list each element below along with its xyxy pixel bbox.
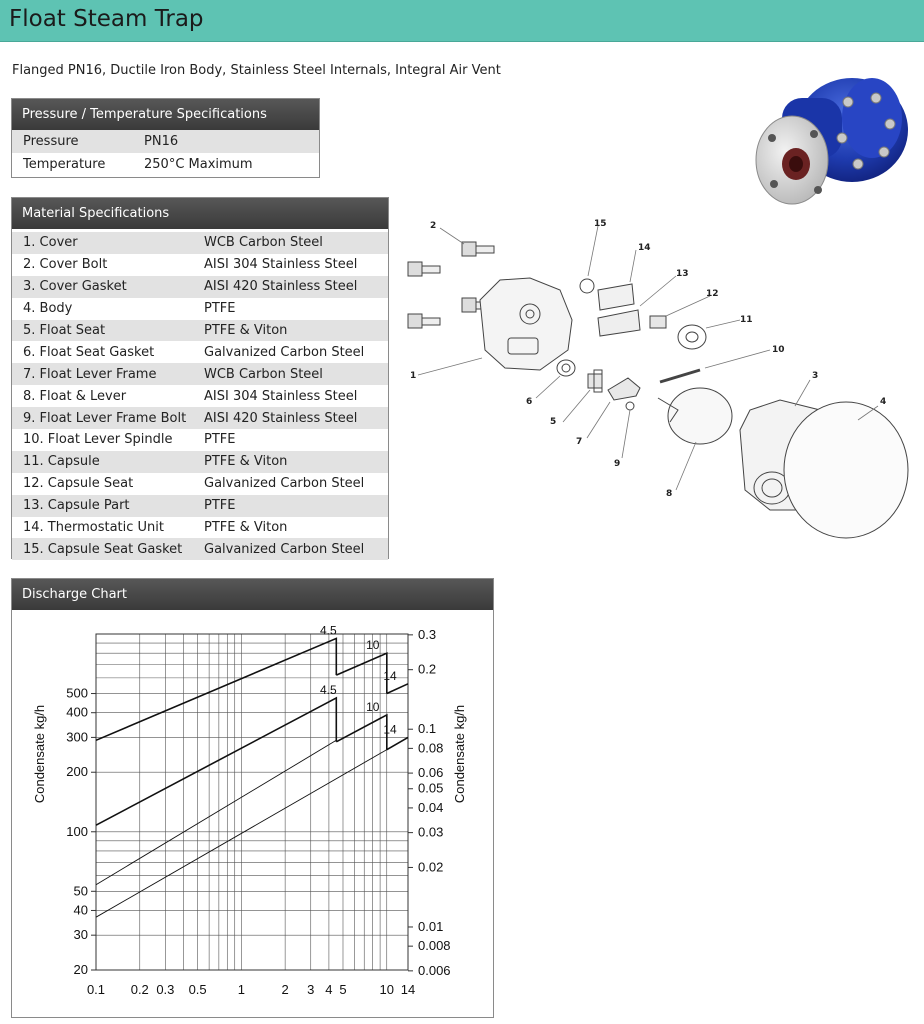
y2-tick-label: 0.01 <box>418 918 444 934</box>
part-material: PTFE <box>204 432 236 448</box>
material-row <box>12 363 388 385</box>
discharge-chart-panel <box>11 578 494 1018</box>
y2-tick-label: 0.04 <box>418 799 444 815</box>
material-rows <box>12 229 388 560</box>
part-name: 12. Capsule Seat <box>23 476 134 492</box>
part-material: AISI 304 Stainless Steel <box>204 257 358 273</box>
part-name: 15. Capsule Seat Gasket <box>23 541 183 557</box>
series-line <box>96 737 408 917</box>
material-row <box>12 341 388 363</box>
part-material: WCB Carbon Steel <box>204 366 323 382</box>
callout-10: 10 <box>772 345 785 355</box>
spec-value: 250°C Maximum <box>144 157 253 172</box>
callout-3: 3 <box>812 371 819 381</box>
series-label: 4.5 <box>319 623 337 638</box>
discharge-chart <box>12 610 493 1017</box>
y-tick-label: 300 <box>66 729 88 745</box>
part-material: AISI 420 Stainless Steel <box>204 279 358 295</box>
callout-15: 15 <box>594 219 607 229</box>
x-tick-label: 0.1 <box>86 982 106 997</box>
callout-6: 6 <box>526 397 533 407</box>
part-name: 2. Cover Bolt <box>23 257 108 273</box>
x-tick-label: 14 <box>400 982 416 997</box>
material-row <box>12 320 388 342</box>
part-name: 1. Cover <box>23 235 78 251</box>
y2-axis-label: Condensate kg/h <box>452 704 467 804</box>
part-name: 13. Capsule Part <box>23 498 130 514</box>
y2-tick-label: 0.2 <box>418 661 437 677</box>
x-tick-label: 0.3 <box>156 982 175 997</box>
y2-tick-label: 0.03 <box>418 824 444 840</box>
part-name: 10. Float Lever Spindle <box>23 432 173 448</box>
x-tick-label: 3 <box>307 982 315 997</box>
series-label: 14 <box>383 722 397 737</box>
part-name: 6. Float Seat Gasket <box>23 344 155 360</box>
part-material: AISI 420 Stainless Steel <box>204 410 358 426</box>
callout-13: 13 <box>676 269 689 279</box>
x-tick-label: 4 <box>325 982 333 997</box>
callout-8: 8 <box>666 489 673 499</box>
series-label: 10 <box>366 699 380 714</box>
part-material: PTFE & Viton <box>204 520 288 536</box>
part-material: PTFE & Viton <box>204 323 288 338</box>
callout-2: 2 <box>430 221 437 231</box>
series-label: 14 <box>383 668 397 683</box>
material-row <box>12 429 388 451</box>
part-name: 4. Body <box>23 301 73 317</box>
part-name: 9. Float Lever Frame Bolt <box>23 410 187 426</box>
y-axis-label: Condensate kg/h <box>32 704 47 804</box>
part-material: PTFE & Viton <box>204 454 288 470</box>
cover-part <box>480 278 572 370</box>
x-tick-label: 10 <box>379 982 394 997</box>
title-bar <box>0 0 924 42</box>
spec-row-temperature <box>12 153 319 176</box>
material-specifications-panel <box>11 197 389 559</box>
part-name: 14. Thermostatic Unit <box>23 520 165 536</box>
material-specifications-heading: Material Specifications <box>12 198 388 229</box>
material-row <box>12 385 388 407</box>
x-tick-label: 1 <box>237 982 245 997</box>
y-tick-label: 40 <box>73 902 88 918</box>
spec-value: PN16 <box>144 134 179 149</box>
series-line <box>387 684 408 694</box>
part-material: Galvanized Carbon Steel <box>204 476 365 492</box>
callout-9: 9 <box>614 459 621 469</box>
part-material: AISI 304 Stainless Steel <box>204 388 358 404</box>
page-title: Float Steam Trap <box>9 6 204 32</box>
series-label: 10 <box>366 638 380 653</box>
material-row <box>12 232 388 254</box>
y2-tick-label: 0.3 <box>418 626 437 642</box>
spec-row-pressure <box>12 130 319 153</box>
series-line <box>336 715 387 750</box>
part-material: PTFE <box>204 301 236 317</box>
y2-tick-label: 0.006 <box>418 962 451 978</box>
callout-12: 12 <box>706 289 719 299</box>
discharge-chart-heading: Discharge Chart <box>12 579 493 610</box>
x-tick-label: 0.5 <box>188 982 207 997</box>
pressure-temperature-panel <box>11 98 320 178</box>
material-row <box>12 473 388 495</box>
callout-4: 4 <box>880 397 887 407</box>
callout-1: 1 <box>410 371 417 381</box>
part-name: 3. Cover Gasket <box>23 279 127 295</box>
product-photo <box>752 68 912 208</box>
y2-tick-label: 0.06 <box>418 765 444 781</box>
pressure-temperature-rows <box>12 130 319 176</box>
part-material: WCB Carbon Steel <box>204 235 323 251</box>
y2-tick-label: 0.05 <box>418 780 444 796</box>
material-row <box>12 276 388 298</box>
spec-label: Pressure <box>23 134 79 149</box>
plot-frame <box>96 634 408 970</box>
material-row <box>12 407 388 429</box>
series-line <box>336 653 387 693</box>
exploded-view-diagram <box>400 210 915 545</box>
part-name: 11. Capsule <box>23 454 100 470</box>
product-subtitle: Flanged PN16, Ductile Iron Body, Stainless Steel Internals, Integral Air Vent <box>12 63 501 78</box>
body-part <box>740 400 908 538</box>
y-tick-label: 500 <box>66 685 88 701</box>
part-name: 5. Float Seat <box>23 323 106 338</box>
part-material: PTFE <box>204 498 236 514</box>
callout-11: 11 <box>740 315 753 325</box>
part-name: 7. Float Lever Frame <box>23 366 157 382</box>
material-row <box>12 517 388 539</box>
series-label: 4.5 <box>319 682 337 697</box>
part-name: 8. Float & Lever <box>23 388 127 404</box>
y-tick-label: 30 <box>73 927 88 943</box>
material-row <box>12 254 388 276</box>
material-row <box>12 298 388 320</box>
series-line <box>96 638 336 740</box>
callout-7: 7 <box>576 437 583 447</box>
callout-5: 5 <box>550 417 557 427</box>
y-tick-label: 200 <box>66 764 88 780</box>
part-material: Galvanized Carbon Steel <box>204 344 365 360</box>
y2-tick-label: 0.08 <box>418 740 444 756</box>
y-tick-label: 400 <box>66 704 88 720</box>
material-row <box>12 538 388 560</box>
y2-tick-label: 0.008 <box>418 938 451 954</box>
x-tick-label: 2 <box>281 982 289 997</box>
x-tick-label: 0.2 <box>130 982 149 997</box>
y-tick-label: 50 <box>73 883 88 899</box>
spec-label: Temperature <box>23 157 106 172</box>
part-material: Galvanized Carbon Steel <box>204 541 365 557</box>
y-tick-label: 20 <box>73 962 88 977</box>
callout-14: 14 <box>638 243 651 253</box>
material-row <box>12 451 388 473</box>
y-tick-label: 100 <box>66 823 88 839</box>
material-row <box>12 495 388 517</box>
y2-tick-label: 0.1 <box>418 721 437 737</box>
y2-tick-label: 0.02 <box>418 859 444 875</box>
x-tick-label: 5 <box>339 982 347 997</box>
pressure-temperature-heading: Pressure / Temperature Specifications <box>12 99 319 130</box>
